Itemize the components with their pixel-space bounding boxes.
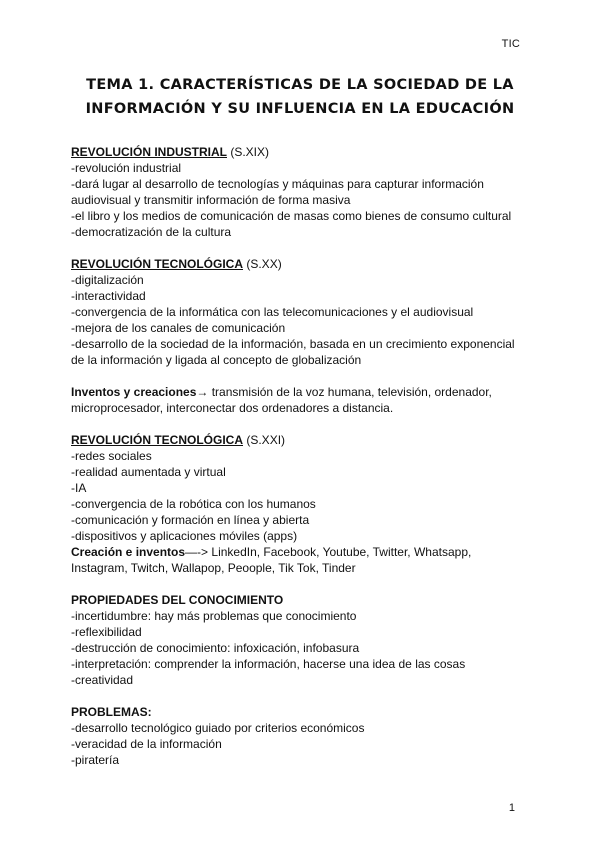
list-item: -dará lugar al desarrollo de tecnologías y máquinas para capturar información <box>71 177 484 191</box>
heading-period: (S.XXI) <box>243 433 286 447</box>
list-item: -creatividad <box>71 673 134 687</box>
list-item: -el libro y los medios de comunicación de masas como bienes de consumo cultural <box>71 209 512 223</box>
inventos-text: transmisión de la voz humana, televisión, ordenador, <box>208 385 492 399</box>
document-body <box>71 144 541 784</box>
section-heading <box>71 256 541 272</box>
list-item: -piratería <box>71 753 120 767</box>
list-item: -convergencia de la robótica con los humanos <box>71 497 316 511</box>
page-title <box>60 73 540 121</box>
page-number: 1 <box>508 802 515 814</box>
section-heading <box>71 704 541 720</box>
list-item: -convergencia de la informática con las telecomunicaciones y el audiovisual <box>71 305 474 319</box>
list-item: -realidad aumentada y virtual <box>71 465 226 479</box>
heading-text: REVOLUCIÓN TECNOLÓGICA <box>71 433 244 447</box>
header-subject-label: TIC <box>501 38 520 50</box>
list-item: -comunicación y formación en línea y abierta <box>71 513 310 527</box>
section-revolucion-tecnologica-xx <box>71 256 541 368</box>
section-revolucion-industrial <box>71 144 541 240</box>
inventos-label: Inventos y creaciones <box>71 385 197 399</box>
section-propiedades <box>71 592 541 688</box>
list-item: -reflexibilidad <box>71 625 142 639</box>
list-item: audiovisual y transmitir información de forma masiva <box>71 193 351 207</box>
list-item: -redes sociales <box>71 449 152 463</box>
list-item: -democratización de la cultura <box>71 225 232 239</box>
section-problemas <box>71 704 541 768</box>
heading-text: REVOLUCIÓN TECNOLÓGICA <box>71 257 244 271</box>
section-inventos <box>71 384 541 416</box>
section-heading <box>71 432 541 448</box>
heading-period: (S.XIX) <box>227 145 270 159</box>
arrow-icon: → <box>196 385 209 399</box>
list-item: -desarrollo de la sociedad de la información, basada en un crecimiento exponencial <box>71 337 515 351</box>
list-item: -revolución industrial <box>71 161 182 175</box>
creacion-line-1 <box>71 544 541 560</box>
heading-period: (S.XX) <box>243 257 282 271</box>
creacion-text: LinkedIn, Facebook, Youtube, Twitter, Whatsapp, <box>211 545 472 559</box>
heading-text: PROPIEDADES DEL CONOCIMIENTO <box>71 593 284 607</box>
section-heading <box>71 144 541 160</box>
title-line-1: TEMA 1. CARACTERÍSTICAS DE LA SOCIEDAD DE LA <box>86 77 514 93</box>
creacion-line-2: Instagram, Twitch, Wallapop, Peoople, Tik Tok, Tinder <box>71 561 356 575</box>
list-item: -interpretación: comprender la información, hacerse una idea de las cosas <box>71 657 466 671</box>
section-heading <box>71 592 541 608</box>
list-item: -incertidumbre: hay más problemas que conocimiento <box>71 609 357 623</box>
list-item: -mejora de los canales de comunicación <box>71 321 286 335</box>
list-item: -veracidad de la información <box>71 737 222 751</box>
section-revolucion-tecnologica-xxi <box>71 432 541 576</box>
arrow-icon: —-> <box>185 545 212 559</box>
title-line-2: INFORMACIÓN Y SU INFLUENCIA EN LA EDUCACIÓN <box>85 101 515 117</box>
list-item: -interactividad <box>71 289 146 303</box>
list-item: -dispositivos y aplicaciones móviles (apps) <box>71 529 298 543</box>
list-item: -IA <box>71 481 87 495</box>
list-item: -digitalización <box>71 273 144 287</box>
list-item: -destrucción de conocimiento: infoxicación, infobasura <box>71 641 360 655</box>
creacion-label: Creación e inventos <box>71 545 186 559</box>
heading-text: PROBLEMAS: <box>71 705 152 719</box>
heading-text: REVOLUCIÓN INDUSTRIAL <box>71 145 227 159</box>
list-item: -desarrollo tecnológico guiado por criterios económicos <box>71 721 365 735</box>
inventos-line-1 <box>71 384 541 400</box>
list-item: de la información y ligada al concepto de globalización <box>71 353 362 367</box>
inventos-line-2: microprocesador, interconectar dos ordenadores a distancia. <box>71 401 394 415</box>
